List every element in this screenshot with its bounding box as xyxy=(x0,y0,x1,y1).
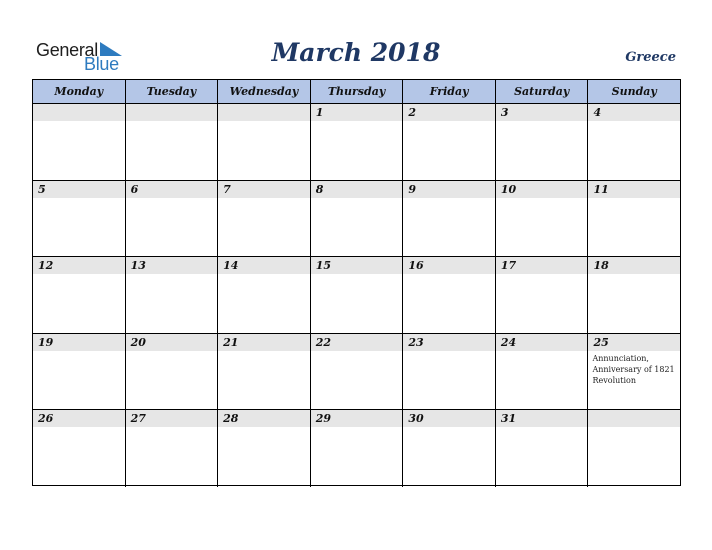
day-number: 22 xyxy=(311,334,403,351)
weekday-header: Tuesday xyxy=(126,80,219,103)
day-cell[interactable] xyxy=(588,410,680,487)
day-cell[interactable] xyxy=(126,334,219,410)
day-number: 2 xyxy=(403,104,495,121)
day-number: 12 xyxy=(33,257,125,274)
day-number: 23 xyxy=(403,334,495,351)
day-cell[interactable] xyxy=(588,104,680,180)
day-number: 21 xyxy=(218,334,310,351)
logo-word-general: General xyxy=(36,40,98,60)
day-number: 16 xyxy=(403,257,495,274)
day-cell[interactable] xyxy=(496,257,589,333)
weekday-header-row xyxy=(33,80,680,104)
day-number: 17 xyxy=(496,257,588,274)
day-number: 24 xyxy=(496,334,588,351)
week-row xyxy=(33,334,680,411)
weekday-header: Friday xyxy=(403,80,496,103)
day-cell[interactable] xyxy=(218,334,311,410)
day-number: 31 xyxy=(496,410,588,427)
day-number: 4 xyxy=(588,104,680,121)
day-cell[interactable] xyxy=(33,257,126,333)
day-number: 9 xyxy=(403,181,495,198)
day-number xyxy=(588,410,680,427)
weekday-header: Sunday xyxy=(611,85,657,98)
week-row xyxy=(33,104,680,181)
day-cell[interactable] xyxy=(403,410,496,487)
day-cell[interactable] xyxy=(403,334,496,410)
day-cell[interactable] xyxy=(403,104,496,180)
calendar-title: March 2018 xyxy=(271,38,441,67)
day-cell[interactable] xyxy=(403,181,496,257)
day-number: 20 xyxy=(126,334,218,351)
day-cell[interactable] xyxy=(496,334,589,410)
day-cell[interactable] xyxy=(126,181,219,257)
weekday-header: Monday xyxy=(33,80,126,103)
weekday-header: Wednesday xyxy=(218,80,311,103)
day-number: 13 xyxy=(126,257,218,274)
week-row xyxy=(33,410,680,487)
day-cell[interactable] xyxy=(33,334,126,410)
day-cell[interactable] xyxy=(218,257,311,333)
day-cell[interactable] xyxy=(33,104,126,180)
day-number: 6 xyxy=(126,181,218,198)
day-number xyxy=(126,104,218,121)
day-number: 26 xyxy=(33,410,125,427)
day-cell[interactable] xyxy=(588,181,680,257)
day-cell[interactable] xyxy=(311,257,404,333)
week-row xyxy=(33,257,680,334)
day-cell[interactable] xyxy=(311,104,404,180)
day-cell[interactable] xyxy=(218,181,311,257)
day-number: 7 xyxy=(218,181,310,198)
day-number: 18 xyxy=(588,257,680,274)
day-number: 28 xyxy=(218,410,310,427)
calendar-grid xyxy=(32,79,681,486)
day-number: 8 xyxy=(311,181,403,198)
logo-word-blue: Blue xyxy=(84,54,119,74)
day-cell[interactable] xyxy=(496,181,589,257)
day-number: 27 xyxy=(126,410,218,427)
day-cell[interactable] xyxy=(218,104,311,180)
day-cell[interactable] xyxy=(126,104,219,180)
day-cell[interactable] xyxy=(311,334,404,410)
day-number: 30 xyxy=(403,410,495,427)
day-number: 15 xyxy=(311,257,403,274)
day-number xyxy=(33,104,125,121)
day-number xyxy=(218,104,310,121)
weeks-container xyxy=(33,104,680,487)
day-number: 25 xyxy=(588,334,680,351)
day-number: 11 xyxy=(588,181,680,198)
country-label: Greece xyxy=(625,50,676,65)
day-cell[interactable] xyxy=(496,104,589,180)
holiday-event: Annunciation, Anniversary of 1821 Revolution xyxy=(592,353,675,385)
weekday-header: Thursday xyxy=(311,80,404,103)
day-cell[interactable] xyxy=(496,410,589,487)
day-number: 29 xyxy=(311,410,403,427)
day-number: 19 xyxy=(33,334,125,351)
day-cell[interactable] xyxy=(126,257,219,333)
day-number: 14 xyxy=(218,257,310,274)
day-number: 3 xyxy=(496,104,588,121)
day-cell[interactable] xyxy=(588,334,680,410)
day-number: 5 xyxy=(33,181,125,198)
day-cell[interactable] xyxy=(403,257,496,333)
day-cell[interactable] xyxy=(218,410,311,487)
weekday-header: Saturday xyxy=(496,80,589,103)
day-number: 10 xyxy=(496,181,588,198)
day-number: 1 xyxy=(311,104,403,121)
day-cell[interactable] xyxy=(588,257,680,333)
day-cell[interactable] xyxy=(311,410,404,487)
day-cell[interactable] xyxy=(126,410,219,487)
day-cell[interactable] xyxy=(33,410,126,487)
day-cell[interactable] xyxy=(33,181,126,257)
week-row xyxy=(33,181,680,258)
day-cell[interactable] xyxy=(311,181,404,257)
